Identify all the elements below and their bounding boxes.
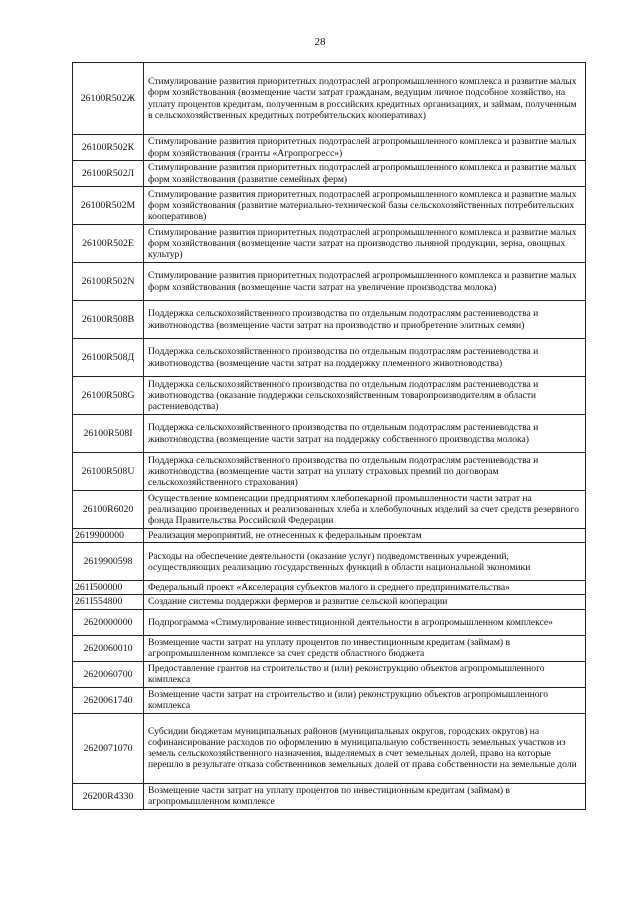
- table-body: [73, 63, 586, 810]
- row-code: 26100R502Ж: [73, 63, 144, 135]
- table-row: [73, 415, 586, 453]
- row-description: Поддержка сельскохозяйственного производства по отдельным подотраслям растениеводства и животноводства (возмещение части затрат на поддержку собственного производства молока): [144, 415, 586, 453]
- row-description: Предоставление грантов на строительство и (или) реконструкцию объектов агропромышленного комплекса: [144, 661, 586, 687]
- row-description: Стимулирование развития приоритетных подотраслей агропромышленного комплекса и развитие малых форм хозяйствования (развитие семейных ферм): [144, 161, 586, 187]
- row-code: 26100R502К: [73, 135, 144, 161]
- row-description: Реализация мероприятий, не отнесенных к федеральным проектам: [144, 529, 586, 543]
- table-row: [73, 661, 586, 687]
- row-code: 26100R502N: [73, 263, 144, 301]
- table-row: [73, 377, 586, 415]
- row-description: Субсидии бюджетам муниципальных районов (муниципальных округов, городских округов) на софинансирование расходов по оформлению в муниципальную собственность земельных участков из земель сельскохозяйственного назначения, выделяемых в счет земельных долей, право на которые перешло в результате отказа собственников земельных долей от права собственности на земельные доли: [144, 713, 586, 783]
- row-code: 2620000000: [73, 609, 144, 635]
- table-row: [73, 491, 586, 529]
- table-row: [73, 581, 586, 595]
- table-row: [73, 609, 586, 635]
- row-description: Возмещение части затрат на уплату процентов по инвестиционным кредитам (займам) в агропромышленном комплексе: [144, 783, 586, 809]
- table-row: [73, 713, 586, 783]
- page-number: 28: [314, 36, 326, 48]
- row-description: Поддержка сельскохозяйственного производства по отдельным подотраслям растениеводства и животноводства (оказание поддержки сельскохозяйственным товаропроизводителям в области растениеводства): [144, 377, 586, 415]
- row-code: 26100R502Л: [73, 161, 144, 187]
- row-description: Федеральный проект «Акселерация субъектов малого и среднего предпринимательства»: [144, 581, 586, 595]
- table-row: [73, 187, 586, 225]
- row-description: Осуществление компенсации предприятиям хлебопекарной промышленности части затрат на реализацию произведенных и реализованных хлеба и хлебобулочных изделий за счет средств резервного фонда Правительства Российской Федерации: [144, 491, 586, 529]
- table-row: [73, 339, 586, 377]
- table-row: [73, 543, 586, 581]
- row-description: Поддержка сельскохозяйственного производства по отдельным подотраслям растениеводства и животноводства (возмещение части затрат на уплату страховых премий по договорам сельскохозяйственного страхования): [144, 453, 586, 491]
- row-code: 26100R502М: [73, 187, 144, 225]
- row-code: 26100R508U: [73, 453, 144, 491]
- table-row: [73, 687, 586, 713]
- row-description: Стимулирование развития приоритетных подотраслей агропромышленного комплекса и развитие малых форм хозяйствования (развитие материально-технической базы сельскохозяйственных потребительских кооперативов): [144, 187, 586, 225]
- row-code: 2620060700: [73, 661, 144, 687]
- row-description: Стимулирование развития приоритетных подотраслей агропромышленного комплекса и развитие малых форм хозяйствования (возмещение части затрат на производство льняной продукции, зерна, овощных культур): [144, 225, 586, 263]
- table-row: [73, 135, 586, 161]
- row-description: Стимулирование развития приоритетных подотраслей агропромышленного комплекса и развитие малых форм хозяйствования (гранты «Агропрогресс»): [144, 135, 586, 161]
- row-code: 2620061740: [73, 687, 144, 713]
- row-code: 26100R508Д: [73, 339, 144, 377]
- table-row: [73, 529, 586, 543]
- row-code: 2619900000: [73, 529, 144, 543]
- table-row: [73, 595, 586, 609]
- table-row: [73, 63, 586, 135]
- table-row: [73, 263, 586, 301]
- table-row: [73, 161, 586, 187]
- row-code: 26100R502Е: [73, 225, 144, 263]
- row-code: 2620060010: [73, 635, 144, 661]
- row-description: Поддержка сельскохозяйственного производства по отдельным подотраслям растениеводства и животноводства (возмещение части затрат на производство и приобретение элитных семян): [144, 301, 586, 339]
- row-code: 26100R508G: [73, 377, 144, 415]
- row-description: Возмещение части затрат на строительство и (или) реконструкцию объектов агропромышленного комплекса: [144, 687, 586, 713]
- table-row: [73, 783, 586, 809]
- row-description: Стимулирование развития приоритетных подотраслей агропромышленного комплекса и развитие малых форм хозяйствования (возмещение части затрат гражданам, ведущим личное подсобное хозяйство, на уплату процентов кредитам, полученным в российских кредитных организациях, и займам, полученным в сельскохозяйственных кредитных потребительских кооперативах): [144, 63, 586, 135]
- row-code: 261I554800: [73, 595, 144, 609]
- row-code: 261I500000: [73, 581, 144, 595]
- row-description: Расходы на обеспечение деятельности (оказание услуг) подведомственных учреждений, осуществляющих реализацию государственных функций в области национальной экономики: [144, 543, 586, 581]
- row-code: 26100R6020: [73, 491, 144, 529]
- row-code: 2620071070: [73, 713, 144, 783]
- row-code: 26100R508I: [73, 415, 144, 453]
- table-row: [73, 635, 586, 661]
- row-description: Создание системы поддержки фермеров и развитие сельской кооперации: [144, 595, 586, 609]
- row-description: Возмещение части затрат на уплату процентов по инвестиционным кредитам (займам) в агропромышленном комплексе за счет средств областного бюджета: [144, 635, 586, 661]
- table-row: [73, 225, 586, 263]
- row-description: Подпрограмма «Стимулирование инвестиционной деятельности в агропромышленном комплексе»: [144, 609, 586, 635]
- table-row: [73, 453, 586, 491]
- row-code: 26100R508В: [73, 301, 144, 339]
- budget-codes-table: [72, 62, 586, 810]
- row-code: 2619900598: [73, 543, 144, 581]
- table-row: [73, 301, 586, 339]
- row-code: 26200R4330: [73, 783, 144, 809]
- row-description: Поддержка сельскохозяйственного производства по отдельным подотраслям растениеводства и животноводства (возмещение части затрат на поддержку племенного животноводства): [144, 339, 586, 377]
- row-description: Стимулирование развития приоритетных подотраслей агропромышленного комплекса и развитие малых форм хозяйствования (возмещение части затрат на увеличение производства молока): [144, 263, 586, 301]
